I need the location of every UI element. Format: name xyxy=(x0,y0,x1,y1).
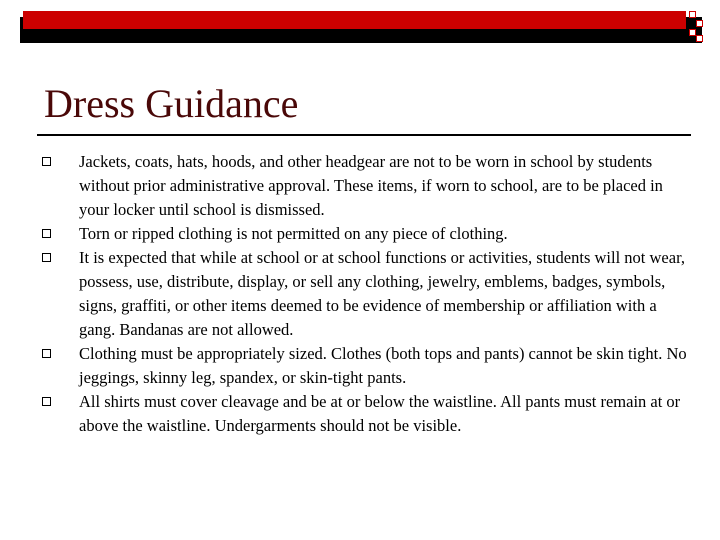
corner-square-icon xyxy=(689,29,696,36)
bullet-text: Clothing must be appropriately sized. Clothes (both tops and pants) cannot be skin tight. No jeggings, skinny leg, spandex, or skin-tight pants. xyxy=(79,344,687,387)
bullet-text: All shirts must cover cleavage and be at or below the waistline. All pants must remain at or above the waistline. Undergarments should not be visible. xyxy=(79,392,681,435)
bullet-item-sizing xyxy=(41,342,691,390)
hollow-square-bullet-icon xyxy=(42,229,51,238)
hollow-square-bullet-icon xyxy=(42,349,51,358)
corner-square-icon xyxy=(696,35,703,42)
bullet-text: Jackets, coats, hats, hoods, and other headgear are not to be worn in school by students without prior administrative approval. These items, if worn to school, are to be placed in your locker until school is dismissed. xyxy=(79,152,663,219)
title-divider xyxy=(37,134,691,136)
bullet-item-headgear xyxy=(41,150,691,222)
bullet-item-gang-affiliation xyxy=(41,246,691,342)
hollow-square-bullet-icon xyxy=(42,253,51,262)
bullet-text: Torn or ripped clothing is not permitted on any piece of clothing. xyxy=(79,224,508,243)
corner-square-icon xyxy=(689,11,696,18)
corner-square-icon xyxy=(696,20,703,27)
bullet-item-waistline xyxy=(41,390,691,438)
slide-title: Dress Guidance xyxy=(44,81,299,126)
bullet-item-torn-clothing xyxy=(41,222,691,246)
hollow-square-bullet-icon xyxy=(42,397,51,406)
hollow-square-bullet-icon xyxy=(42,157,51,166)
bullet-list xyxy=(41,150,691,438)
bullet-text: It is expected that while at school or at school functions or activities, students will not wear, possess, use, distribute, display, or sell any clothing, jewelry, emblems, badges, symbols, signs, graffiti, or other items deemed to be evidence of membership or affiliation with a gang. Bandanas are not allowed. xyxy=(79,248,686,339)
top-bar-accent xyxy=(23,11,686,29)
